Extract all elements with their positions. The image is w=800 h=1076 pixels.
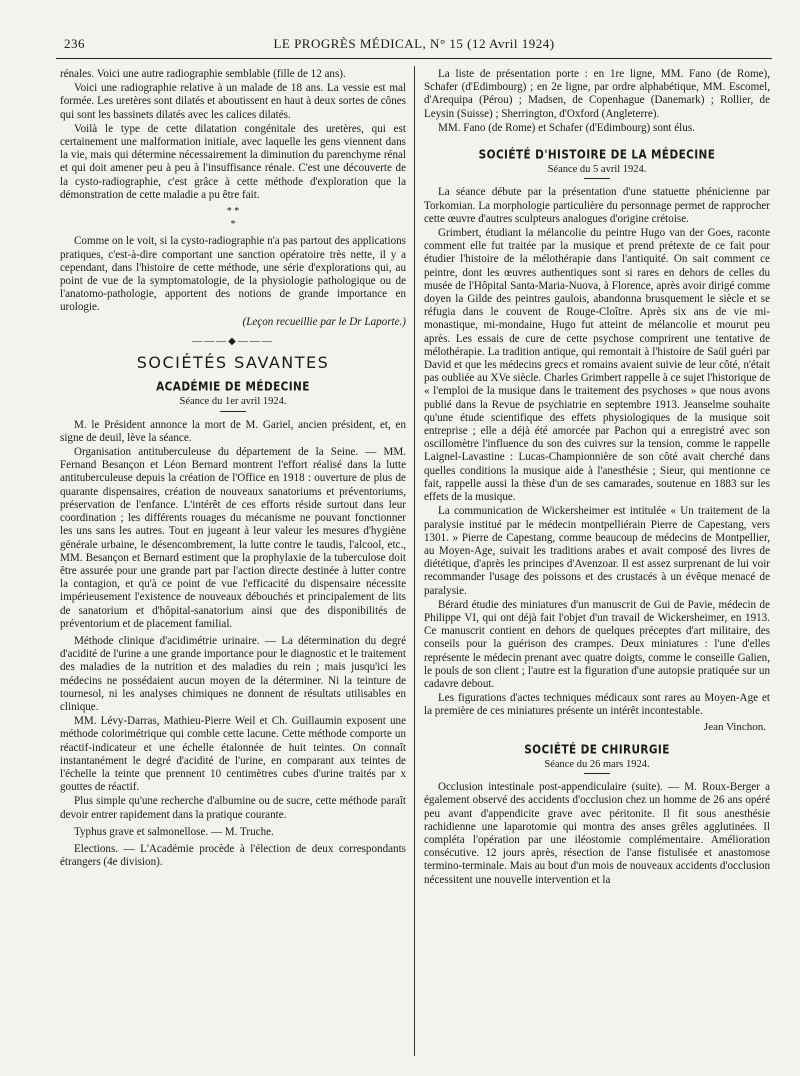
section-rule — [220, 411, 246, 412]
paragraph: Elections. — L'Académie procède à l'élection de deux correspondants étrangers (4e division). — [60, 842, 406, 869]
paragraph: Voilà le type de cette dilatation congénitale des uretères, qui est certainement une malformation initiale, avec laquelle les gens viennent dans la vie, mais qui détermine nécessairement la diminution du parenchyme rénal et qui doit amener peu à peu à l'insuffisance rénale. C'est une découverte de la cysto-radiographie, c'est grâce à cette méthode d'exploration que la démonstration de cette maladie a pu être fait. — [60, 122, 406, 201]
running-title: LE PROGRÈS MÉDICAL, N° 15 (12 Avril 1924) — [273, 36, 555, 51]
lecon-credit: (Leçon recueillie par le Dr Laporte.) — [242, 315, 406, 328]
header-rule — [56, 58, 772, 59]
left-column — [60, 68, 406, 869]
paragraph: Organisation antituberculeuse du département de la Seine. — MM. Fernand Besançon et Léon Bernard montrent l'effort réalisé dans la lutte antituberculeuse depuis la création de l'Office en 1918 : ouverture de plus de quarante dispensaires, création de nouveaux sanatoriums et préventoriums, préservation de l'enfance. L'intérêt de ces efforts réside surtout dans leur coordination ; les différents rouages du mécanisme ne pouvant fonctionner les uns sans les autres. Tout en jugeant à leur valeur les mesures d'hygiène générale urbaine, le désencombrement, la lutte contre le taudis, l'alcool, etc., MM. Besançon et Bernard estiment que la prophylaxie de la tuberculose doit être assurée pour une grande part par l'action directe destinée à lutter contre la contagion, et qu'à ce point de vue l'efficacité du dispensaire nécessite impérieusement l'existence de nouveaux débouchés et principalement de lits de sanatorium et d'hôpital-sanatorium ainsi que des disponibilités de préventorium et de placement familial. — [60, 446, 406, 630]
paragraph: Les figurations d'actes techniques médicaux sont rares au Moyen-Age et la première de ces miniatures présente un intérêt incontestable. — [424, 692, 770, 718]
paragraph: MM. Fano (de Rome) et Schafer (d'Edimbourg) sont élus. — [438, 121, 695, 134]
paragraph: Comme on le voit, si la cysto-radiographie n'a pas partout des applications pratiques, c'est-à-dire comportant une sanction opératoire très nette, il y a cependant, dans l'histoire de cette méthode, une série d'explorations qui, au point de vue de la symptomatologie, de la physiologie pathologique ou de l'anatomo-pathologie, apportent des notions de grande importance en urologie. — [60, 235, 406, 314]
running-header — [56, 36, 772, 54]
paragraph: Bérard étudie des miniatures d'un manuscrit de Gui de Pavie, médecin de Philippe VI, qui ont déjà fait l'objet d'un travail de Wickersheimer, en 1913. Ce manuscrit contient en dehors de quelques préceptes d'art militaire, des conseils pour la guérison des crampes. Deux miniatures : l'une d'elles représente le médecin prenant avec quatre doigts, comme le conseille Galien, le pouls de son client ; l'autre est la figuration d'une autopsie pratiquée sur un cadavre debout. — [424, 598, 770, 690]
societes-savantes-heading: SOCIÉTÉS SAVANTES — [136, 353, 330, 373]
ornament-separator: ———◆——— — [192, 335, 274, 347]
right-column — [424, 68, 770, 887]
histoire-title: SOCIÉTÉ D'HISTOIRE DE LA MÉDECINE — [478, 148, 716, 162]
paragraph: Grimbert, étudiant la mélancolie du peintre Hugo van der Goes, raconte comment elle fut traitée par la musique et prend prétexte de ce fait pour étudier l'histoire de la mélothérapie dans l'antiquité. On sait comment ce peintre, dont les œuvres authentiques sont si rares en dehors de celles du musée de l'Hôpital Santa-Maria-Nuova, à Florence, après avoir dirigé comme doyen la Gilde des peintres gaulois, abandonna brusquement le siècle et se réfugia dans le couvent de Rouge-Cloître. Après six ans de vie mi-monastique, mi-mondaine, Hugo fut atteint de mélancolie et mourut peu après. Les essais de cure de cette psychose comprirent une tentative de mélothérapie. La tradition antique, qui remontait à l'histoire de Saül guéri par David et que les médecins grecs et romains avaient suivie de leur côté, n'était pas oubliée au XVe siècle. Charles Grimbert rappelle à ce sujet l'historique de « l'emploi de la musique dans le traitement des psychoses » que nous avons publié dans la Revue de psychiatrie en septembre 1913. Jeanselme souhaite qu'une étude scientifique des effets physiologiques de la musique soit entreprise ; elle a déjà été amorcée par Pachon qui a enregistré avec son oscillomètre l'influence du son des cuivres sur la tension, comme le rappelle Laignel-Lavastine : Lucas-Championnière de son côté avait cherché dans quelles conditions la musique aide à l'anesthésie ; Sieur, qui mentionne ce fait, rappelle aussi la thèse d'un de ses camarades, soutenue en 1883 sur les effets de la musique. — [424, 227, 770, 504]
paragraph: Typhus grave et salmonellose. — M. Truche. — [74, 825, 274, 838]
chirurgie-title: SOCIÉTÉ DE CHIRURGIE — [524, 742, 670, 757]
paragraph: rénales. Voici une autre radiographie semblable (fille de 12 ans). — [60, 68, 346, 80]
histoire-date: Séance du 5 avril 1924. — [547, 164, 647, 176]
paragraph: Plus simple qu'une recherche d'albumine ou de sucre, cette méthode paraît devoir entrer rapidement dans la pratique courante. — [60, 795, 406, 821]
paragraph: La liste de présentation porte : en 1re ligne, MM. Fano (de Rome), Schafer (d'Edimbourg) ; en 2e ligne, par ordre alphabétique, MM. Escomel, d'Arequipa (Pérou) ; Madsen, de Copenhague (Danemark) ; Rollier, de Leysin (Suisse) ; Sherrington, d'Oxford (Angleterre). — [424, 68, 770, 120]
paragraph: MM. Lévy-Darras, Mathieu-Pierre Weil et Ch. Guillaumin exposent une méthode colorimétrique qui comble cette lacune. Cette méthode comporte un réactif-indicateur et une échelle étalonnée de huit teintes. On connaît instantanément le degré d'acidité de l'urine, en comparant aux teintes de l'échelle la teinte que prennent 10 centimètres cubes d'urine traités par x gouttes de réactif. — [60, 715, 406, 794]
paragraph: La communication de Wickersheimer est intitulée « Un traitement de la paralysie institué par le médecin montpelliérain Pierre de Capestang, vers 1301. » Pierre de Capestang, comme beaucoup de médecins de Montpellier, au Moyen-Age, suivait les traditions arabes et avait composé des livres de diététique, d'après les principes d'Avenzoar. Il est assez surprenant de lui voir recommander l'usage des poissons et des crustacés à un évêque menacé de paralysie. — [424, 505, 770, 597]
section-rule — [584, 178, 610, 179]
asterism: * * * — [226, 206, 240, 231]
academie-date: Séance du 1er avril 1924. — [179, 396, 287, 408]
section-rule — [584, 773, 610, 774]
paragraph: M. le Président annonce la mort de M. Gariel, ancien président, et, en signe de deuil, lève la séance. — [60, 418, 406, 444]
academie-title: ACADÉMIE DE MÉDECINE — [156, 380, 310, 395]
page-number: 236 — [64, 36, 85, 51]
paragraph: Voici une radiographie relative à un malade de 18 ans. La vessie est mal formée. Les uretères sont dilatés et aboutissent en haut à deux sortes de cônes qui sont les bassinets dilatés avec les calices dilatés. — [60, 82, 406, 121]
paragraph: Occlusion intestinale post-appendiculaire (suite). — M. Roux-Berger a également observé des accidents d'occlusion chez un homme de 26 ans opéré peu avant d'appendicite grave avec péritonite. Il fit sous anesthésie rachidienne une laparotomie qui montra des anses grêles agglutinées. Il compléta l'opération par une iléostomie complémentaire. Amélioration consécutive. 12 jours après, résection de l'anse fistulisée et anastomose termino-terminale. Mais au bout d'un mois de nouveaux accidents d'occlusion nécessitent une nouvelle intervention et la — [424, 781, 770, 886]
column-divider — [414, 66, 415, 1056]
paragraph: La séance débute par la présentation d'une statuette phénicienne par Torkomian. La morphologie particulière du personnage permet de rapprocher cette œuvre d'autres sculpteurs analogues d'origine crétoise. — [424, 186, 770, 225]
paragraph: Méthode clinique d'acidimétrie urinaire. — La détermination du degré d'acidité de l'urine a une grande importance pour le diagnostic et le traitement des maladies de la nutrition et des maladies du rein ; mais jusqu'ici les médecins ne possédaient aucun moyen de la déterminer. Ni la teinture de tournesol, ni les analyses chimiques ne donnent de résultats utilisables en clinique. — [60, 634, 406, 713]
chirurgie-date: Séance du 26 mars 1924. — [544, 758, 650, 770]
signature: Jean Vinchon. — [703, 720, 766, 733]
